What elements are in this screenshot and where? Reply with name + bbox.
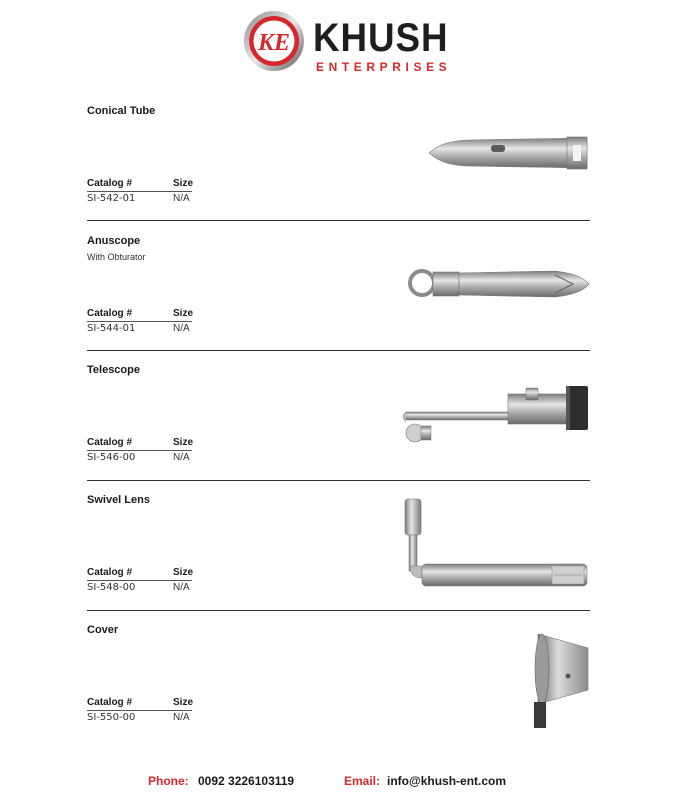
anuscope-illustration (405, 263, 591, 305)
ke-monogram-badge (243, 10, 305, 72)
header-underline (87, 191, 192, 192)
catalog-number: SI-542-01 (87, 193, 136, 204)
email-label: Email: (344, 774, 381, 788)
catalog-header: Catalog # (87, 308, 133, 319)
size-value: N/A (173, 582, 190, 593)
phone-number[interactable]: 0092 3226103119 (198, 774, 295, 788)
product-title: Cover (87, 624, 119, 636)
size-header: Size (173, 308, 194, 319)
size-value: N/A (173, 712, 190, 723)
size-value: N/A (173, 452, 190, 463)
size-header: Size (173, 437, 194, 448)
catalog-number: SI-548-00 (87, 582, 136, 593)
brand-tagline: ENTERPRISES (316, 60, 452, 74)
catalog-header: Catalog # (87, 697, 133, 708)
monogram-text: KE (257, 30, 291, 56)
product-anuscope (87, 235, 590, 365)
size-header: Size (173, 567, 194, 578)
size-value: N/A (173, 323, 190, 334)
section-divider (87, 480, 590, 481)
section-divider (87, 610, 590, 611)
product-title: Swivel Lens (87, 494, 150, 506)
product-subtitle: With Obturator (87, 252, 146, 262)
header-underline (87, 580, 192, 581)
phone-label: Phone: (148, 774, 189, 788)
header-underline (87, 450, 192, 451)
header-underline (87, 710, 192, 711)
catalog-header: Catalog # (87, 437, 133, 448)
product-title: Anuscope (87, 235, 141, 247)
catalog-number: SI-550-00 (87, 712, 136, 723)
swivel-lens-illustration (402, 496, 592, 592)
product-title: Conical Tube (87, 105, 156, 117)
size-header: Size (173, 697, 194, 708)
size-value: N/A (173, 193, 190, 204)
product-telescope (87, 364, 590, 494)
product-conical-tube (87, 105, 590, 235)
section-divider (87, 350, 590, 351)
catalog-header: Catalog # (87, 567, 133, 578)
cover-illustration (532, 632, 590, 732)
catalog-header: Catalog # (87, 178, 133, 189)
header-underline (87, 321, 192, 322)
brand-name: KHUSH (313, 16, 449, 60)
telescope-illustration (398, 384, 590, 450)
email-address[interactable]: info@khush-ent.com (387, 774, 507, 788)
company-logo (243, 10, 453, 76)
product-cover (87, 624, 590, 754)
conical-tube-illustration (427, 133, 591, 173)
catalog-number: SI-546-00 (87, 452, 136, 463)
size-header: Size (173, 178, 194, 189)
product-title: Telescope (87, 364, 140, 376)
catalog-number: SI-544-01 (87, 323, 136, 334)
section-divider (87, 220, 590, 221)
product-swivel-lens (87, 494, 590, 624)
